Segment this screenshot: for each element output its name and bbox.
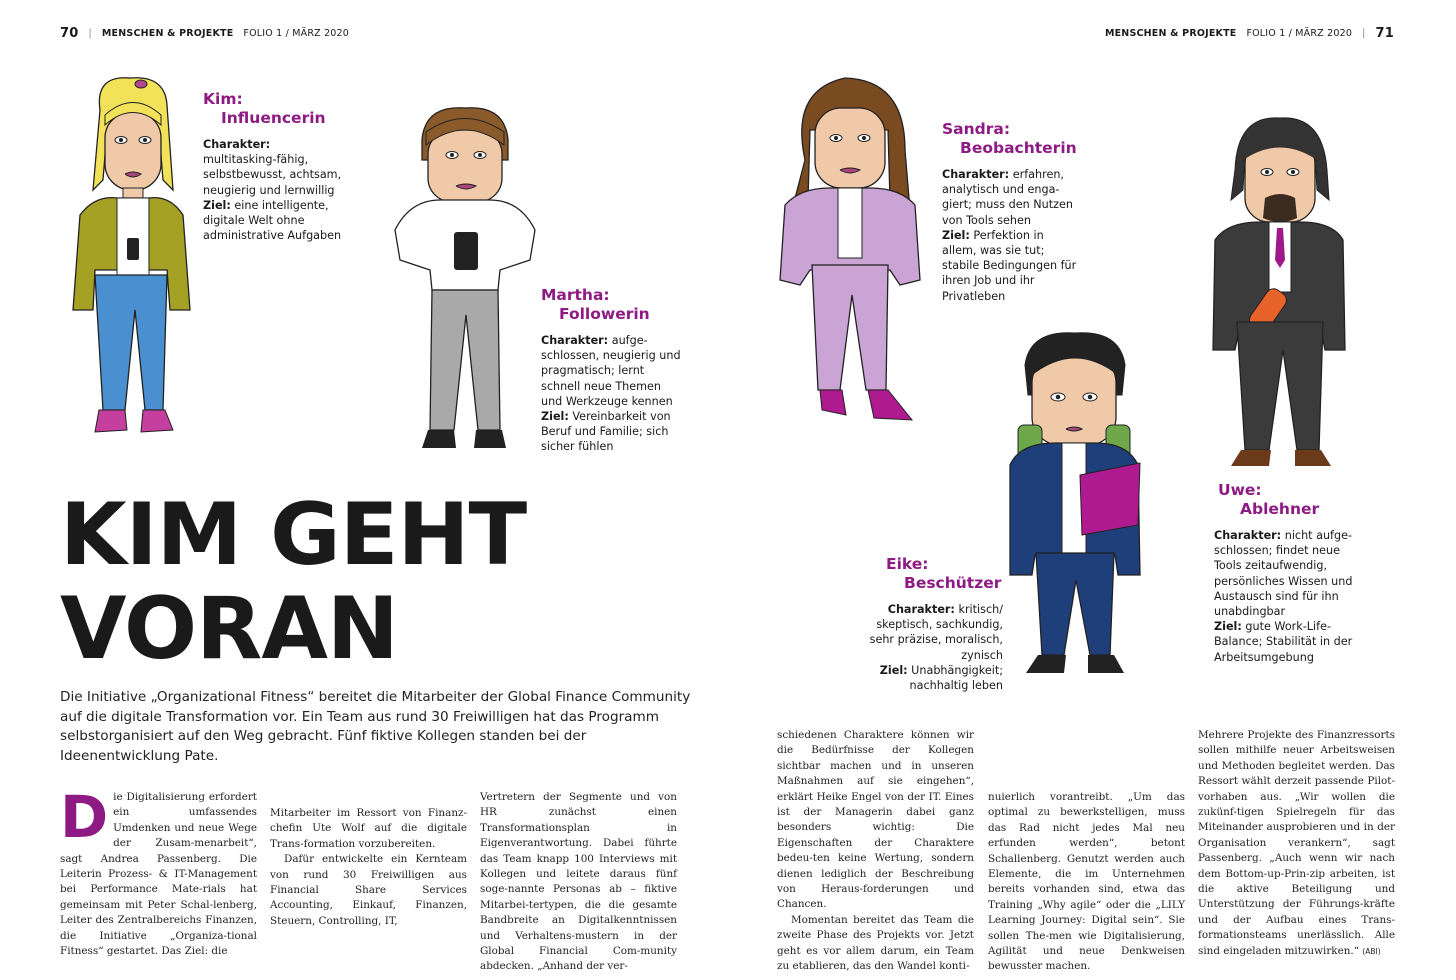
body-column-2	[270, 806, 467, 929]
body-paragraph: Dafür entwickelte ein Kernteam von rund 30 Freiwilligen aus Financial Share Services Accounting, Einkauf, Finanzen, Steuern, Controlling, IT,	[270, 853, 467, 927]
ziel-text: Unabhängigkeit; nachhaltig leben	[907, 663, 1003, 693]
article-lead: Die Initiative „Organizational Fitness“ bereitet die Mitarbeiter der Global Finance Community auf die digitale Transformation vor. Ein Team aus rund 30 Freiwilligen hat das Programm selbstorganisiert auf den Weg gebracht. Fünf fiktive Kollegen standen bei der Ideenentwicklung Pate.	[60, 689, 691, 764]
section-name: MENSCHEN & PROJEKTE	[101, 28, 234, 39]
ziel-label: Ziel:	[203, 198, 231, 212]
author-signature: (ABI)	[1362, 946, 1381, 956]
body-column-1	[60, 783, 257, 959]
charakter-label: Charakter:	[541, 334, 609, 347]
headline-line2: VORAN	[60, 579, 398, 679]
persona-name	[942, 120, 1077, 158]
sandra-illustration	[770, 70, 930, 430]
charakter-text: nicht aufge-schlossen; findet neue Tools zeitaufwendig, persönliches Wissen und Austausch sind für ihn unabdingbar	[1214, 529, 1353, 619]
persona-name-line1: Martha:	[541, 286, 610, 304]
charakter-text: multitasking-fähig, selbstbewusst, achtsam, neugierig und lernwillig	[203, 153, 342, 197]
ziel-label: Ziel:	[942, 228, 970, 242]
ziel-text: Vereinbarkeit von Beruf und Familie; sich sicher fühlen	[541, 410, 671, 454]
persona-description	[942, 167, 1077, 304]
body-paragraph: Mitarbeiter im Ressort von Finanz-chefin Ute Wolf auf die digitale Trans-formation vorzubereiten.	[270, 807, 467, 850]
persona-description	[1214, 528, 1364, 665]
ziel-text: Perfektion in allem, was sie tut; stabile Bedingungen für ihren Job und ihr Privatleben	[942, 228, 1077, 303]
charakter-label: Charakter:	[203, 138, 271, 151]
persona-name-line1: Uwe:	[1218, 481, 1262, 499]
body-paragraph: nuierlich vorantreibt. „Um das optimal zu bewerkstelligen, muss das Rad nicht jedes Mal neu erfunden werden“, betont Schallenberg. Genutzt werden auch Elemente, die im Unternehmen bereits vorhanden sind, etwa das Training „Why agile“ oder die „LILY Learning Journey: Digital sein“. Sie sollen The-men wie Digitalisierung, Agilität und neue Denkweisen bewusster machen.	[988, 791, 1185, 973]
ziel-label: Ziel:	[879, 663, 908, 677]
persona-uwe	[1214, 481, 1364, 665]
persona-name-line1: Kim:	[203, 90, 243, 108]
persona-description	[541, 333, 681, 455]
ziel-text: gute Work-Life-Balance; Stabilität in der Arbeitsumgebung	[1214, 620, 1353, 664]
issue-label: FOLIO 1 / MÄRZ 2020	[243, 28, 350, 39]
kim-illustration	[55, 70, 200, 445]
persona-description	[856, 602, 1003, 693]
header-separator: |	[88, 28, 92, 39]
persona-description	[203, 137, 343, 243]
charakter-text: erfahren, analytisch und enga-giert; muss den Nutzen von Tools sehen	[942, 168, 1073, 227]
ziel-label: Ziel:	[1214, 620, 1242, 634]
persona-martha	[541, 286, 681, 455]
body-column-3	[480, 790, 677, 975]
charakter-label: Charakter:	[942, 168, 1010, 181]
persona-kim	[203, 90, 343, 243]
drop-cap: D	[60, 783, 109, 851]
ziel-label: Ziel:	[541, 410, 569, 424]
persona-name-line2: Ablehner	[1240, 500, 1320, 518]
page-header-left	[60, 26, 349, 41]
charakter-label: Charakter:	[887, 603, 955, 616]
page-number: 71	[1375, 26, 1394, 41]
charakter-label: Charakter:	[1214, 529, 1282, 542]
section-name: MENSCHEN & PROJEKTE	[1104, 28, 1237, 39]
body-paragraph: Vertretern der Segmente und von HR zunächst einen Transformationsplan in Eigenverantwortung. Dabei führte das Team knapp 100 Interviews mit Kollegen und leitete daraus fünf soge-nannte Personas ab – fiktive Mitarbei-tertypen, die die gesamte Bandbreite an Digitalkenntnissen und Verhaltens-mustern in der Global Financial Com-munity abdecken. „Anhand der ver-	[480, 791, 677, 973]
persona-name-line1: Eike:	[886, 555, 929, 573]
body-paragraph: Momentan bereitet das Team die zweite Phase des Projekts vor. Jetzt geht es vor allem darum, ein Team zu etablieren, das den Wandel konti-	[777, 913, 974, 973]
page-header-right	[1105, 26, 1394, 41]
ziel-text: eine intelligente, digitale Welt ohne administrative Aufgaben	[203, 198, 342, 243]
persona-name	[541, 286, 681, 324]
charakter-text: aufge-schlossen, neugierig und pragmatisch; lernt schnell neue Themen und Werkzeuge kennen	[541, 334, 681, 408]
persona-name	[203, 90, 343, 128]
martha-illustration	[380, 100, 550, 455]
body-column-4	[777, 728, 974, 975]
persona-name-line1: Sandra:	[942, 120, 1011, 138]
persona-name-line2: Influencerin	[221, 109, 326, 127]
persona-name-line2: Beschützer	[904, 574, 1002, 592]
persona-name-line2: Beobachterin	[960, 139, 1077, 157]
headline-line1: KIM GEHT	[60, 485, 527, 585]
body-paragraph: schiedenen Charaktere können wir die Bedürfnisse der Kollegen sichtbar machen und in unseren Maßnahmen auf sie eingehen“, erklärt Heike Engel von der IT. Eines ist der Managerin dabei ganz besonders wichtig: Die Eigenschaften der Charaktere bedeu-ten keine Wertung, sondern dienen lediglich der Beschreibung von Heraus-forderungen und Chancen.	[777, 729, 974, 911]
charakter-text: kritisch/ skeptisch, sachkundig, sehr präzise, moralisch, zynisch	[869, 603, 1003, 662]
body-text: ie Digitalisierung erfordert ein umfassendes Umdenken und neue Wege der Zusam-menarbeit“, sagt Andrea Passenberg. Die Leiterin Prozess- & IT-Management bei Performance Mate-rials hat gemeinsam mit Peter Schal-lenberg, Leiter des Zentralbereichs Finanzen, die Initiative „Organiza-tional Fitness“ gestartet. Das Ziel: die	[60, 791, 257, 958]
persona-name-line2: Followerin	[559, 305, 650, 323]
issue-label: FOLIO 1 / MÄRZ 2020	[1246, 28, 1353, 39]
persona-eike	[856, 555, 1003, 693]
persona-sandra	[942, 120, 1077, 304]
body-column-5	[988, 790, 1185, 975]
page-number: 70	[60, 26, 79, 41]
persona-name	[1214, 481, 1364, 519]
article-headline	[60, 485, 527, 679]
uwe-illustration	[1205, 110, 1350, 475]
body-column-6	[1198, 728, 1395, 959]
persona-name	[856, 555, 1003, 593]
header-separator: |	[1362, 28, 1366, 39]
eike-illustration	[1000, 325, 1150, 685]
body-paragraph: Mehrere Projekte des Finanzressorts sollen mithilfe neuer Arbeitsweisen und Methoden begleitet werden. Das Ressort wählt derzeit passende Pilot-vorhaben aus. „Wir wollen die zukünf-tigen Spielregeln für das Miteinander ausprobieren und in der Organisation verankern“, sagt Passenberg. „Auch wenn wir nach dem Bottom-up-Prin-zip arbeiten, ist die aktive Beteiligung und Unterstützung der Führungs-kräfte und der Aufbau eines Trans-formationsteams unerlässlich. Alle sind eingeladen mitzuwirken.“	[1198, 729, 1395, 957]
